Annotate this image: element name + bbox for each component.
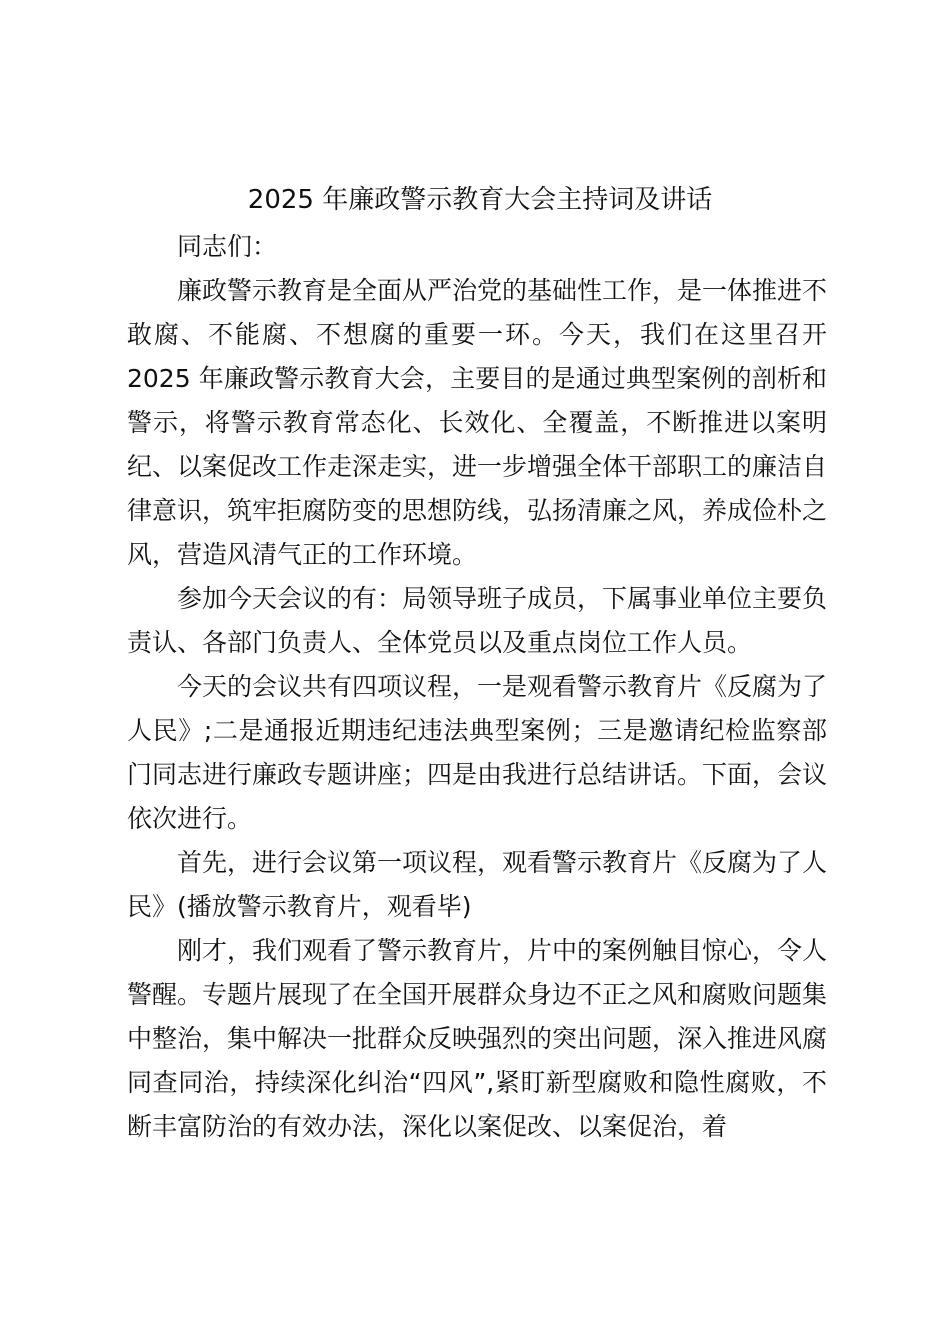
agenda-paragraph: 今天的会议共有四项议程，一是观看警示教育片《反腐为了人民》;二是通报近期违纪违法典型案例；三是邀请纪检监察部门同志进行廉政专题讲座；四是由我进行总结讲话。下面，会议依次进行。 [127,672,828,833]
document-title: 2025 年廉政警示教育大会主持词及讲话 [247,185,713,215]
first-agenda-paragraph: 首先，进行会议第一项议程，观看警示教育片《反腐为了人民》(播放警示教育片，观看毕) [127,848,828,921]
attendees-paragraph: 参加今天会议的有：局领导班子成员，下属事业单位主要负责认、各部门负责人、全体党员以及重点岗位工作人员。 [127,584,828,657]
reflection-paragraph: 刚才，我们观看了警示教育片，片中的案例触目惊心，令人警醒。专题片展现了在全国开展群众身边不正之风和腐败问题集中整治，集中解决一批群众反映强烈的突出问题，深入推进风腐同查同治，持续深化纠治“四风”,紧盯新型腐败和隐性腐败，不断丰富防治的有效办法，深化以案促改、以案促治，着 [127,936,828,1141]
document-body [127,225,827,1149]
intro-paragraph: 廉政警示教育是全面从严治党的基础性工作，是一体推进不敢腐、不能腐、不想腐的重要一环。今天，我们在这里召开 2025 年廉政警示教育大会，主要目的是通过典型案例的剖析和警示，将警示教育常态化、长效化、全覆盖，不断推进以案明纪、以案促改工作走深走实，进一步增强全体干部职工的廉洁自律意识，筑牢拒腐防变的思想防线，弘扬清廉之风，养成俭朴之风，营造风清气正的工作环境。 [127,276,828,569]
salutation-paragraph: 同志们： [177,232,278,261]
